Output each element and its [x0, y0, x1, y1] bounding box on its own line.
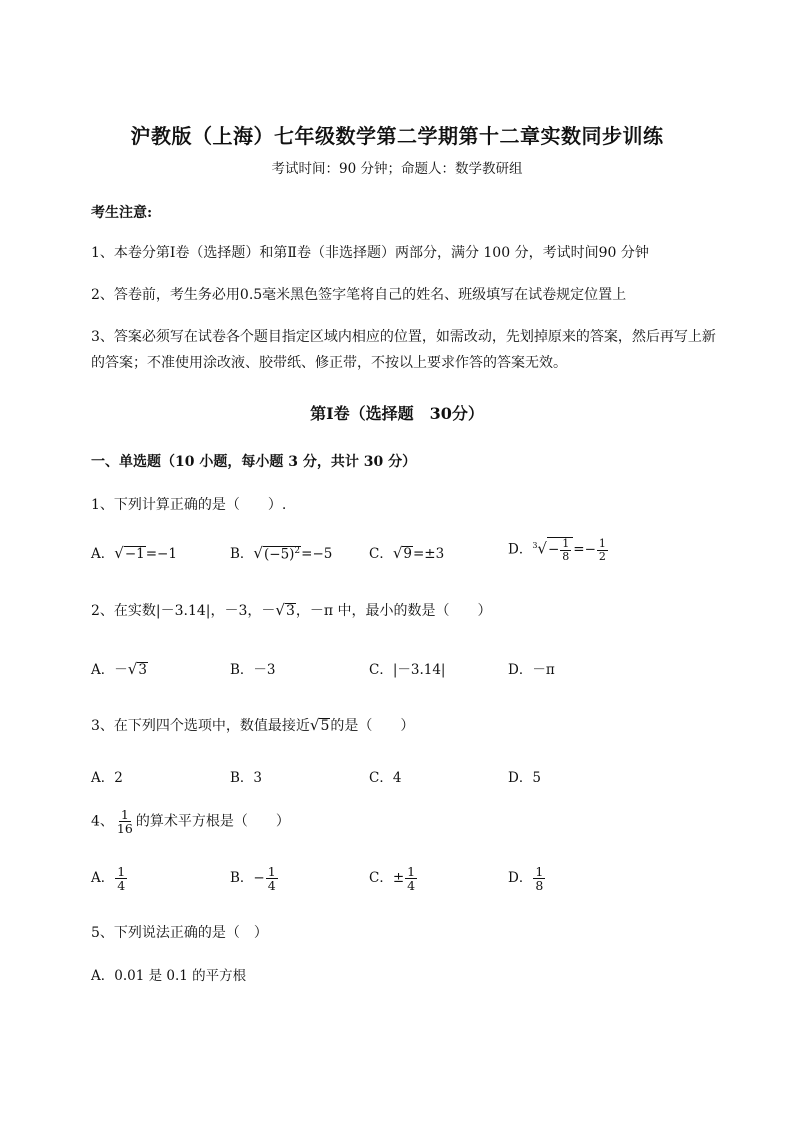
q1-d-result-fraction [597, 538, 608, 562]
q1-c-rest: =±3 [413, 546, 445, 562]
q4-a-fraction [115, 865, 127, 892]
q1-d-result-numerator: 1 [598, 537, 606, 550]
q4-b-fraction [266, 865, 278, 892]
q1-b-base: (−5) [263, 546, 295, 562]
q2-option-b: B．－3 [230, 662, 276, 678]
q4-option-d [508, 865, 546, 892]
q1-b-radicand [263, 546, 301, 562]
q4-c-label: C．± [369, 870, 405, 887]
q4-b-denominator: 4 [267, 878, 276, 894]
q4-a-denominator: 4 [117, 878, 126, 894]
q2-stem-a: 2、在实数|－3.14|，－3，－ [91, 603, 276, 619]
q1-b-label: B． [230, 546, 254, 562]
q4-d-label: D． [508, 870, 533, 887]
q2-option-a [91, 658, 148, 678]
q3-option-d: D．5 [508, 770, 541, 786]
q2-stem-b: ，－π 中，最小的数是（ ） [295, 603, 492, 619]
q1-option-d [508, 537, 609, 562]
notice-item-2: 2、答卷前，考生务必用0.5毫米黑色签字笔将自己的姓名、班级填写在试卷规定位置上 [91, 287, 627, 303]
q1-d-numerator: 1 [562, 537, 570, 550]
q1-d-result-denominator: 2 [598, 549, 606, 563]
sqrt-icon: √ [309, 716, 320, 734]
q1-b-rest: =−5 [301, 546, 333, 562]
sqrt-icon: √ [392, 544, 403, 562]
q3-option-b: B．3 [230, 770, 263, 786]
q4-d-fraction [533, 865, 545, 892]
q1-a-rest: =−1 [145, 546, 177, 562]
q1-stem: 1、下列计算正确的是（ ）. [91, 497, 287, 513]
q4-a-numerator: 1 [117, 864, 126, 879]
q1-d-fraction [560, 538, 571, 562]
document-title: 沪教版（上海）七年级数学第二学期第十二章实数同步训练 [130, 124, 664, 148]
q3-stem-a: 3、在下列四个选项中，数值最接近 [91, 718, 310, 734]
q2-a-radicand: 3 [138, 662, 147, 678]
q4-d-denominator: 8 [535, 878, 544, 894]
q4-stem-b: 的算术平方根是（ ） [135, 813, 290, 830]
q1-option-a [91, 542, 177, 562]
q1-c-radicand: 9 [403, 546, 412, 562]
q2-option-c: C．|－3.14| [369, 662, 446, 678]
q1-d-neg: − [547, 541, 560, 558]
q5-stem: 5、下列说法正确的是（ ） [91, 925, 268, 941]
q4-c-denominator: 4 [407, 878, 416, 894]
q4-option-b [230, 865, 279, 892]
q1-d-root-index: 3 [532, 541, 538, 551]
q2-stem [91, 600, 492, 620]
q3-stem-radicand: 5 [320, 718, 330, 734]
q2-option-d: D．－π [508, 662, 555, 678]
q4-stem-denominator: 16 [116, 821, 133, 837]
q1-a-label: A． [91, 546, 115, 562]
q1-option-b [230, 542, 332, 562]
q5-option-a: A．0.01 是 0.1 的平方根 [91, 968, 247, 984]
q1-d-equals: =− [573, 541, 596, 558]
q3-stem [91, 715, 414, 735]
q4-stem-fraction [115, 808, 135, 835]
q4-option-c [369, 865, 418, 892]
document-subtitle: 考试时间：90 分钟；命题人：数学教研组 [271, 161, 523, 177]
q1-c-label: C． [369, 546, 393, 562]
q1-d-radicand [547, 537, 573, 562]
sqrt-icon: √ [114, 544, 124, 562]
notice-item-3: 3、答案必须写在试卷各个题目指定区域内相应的位置，如需改动，先划掉原来的答案，然后再写上新 [91, 329, 716, 345]
q4-b-label: B．− [230, 870, 265, 887]
q3-option-a: A．2 [91, 770, 123, 786]
q1-option-c [369, 542, 444, 562]
q3-option-c: C．4 [369, 770, 402, 786]
sqrt-icon: √ [127, 660, 138, 678]
q4-option-a [91, 865, 128, 892]
q4-c-numerator: 1 [407, 864, 416, 879]
q4-d-numerator: 1 [535, 864, 544, 879]
q4-b-numerator: 1 [267, 864, 276, 879]
notice-heading: 考生注意: [91, 205, 153, 221]
q3-stem-b: 的是（ ） [330, 718, 415, 734]
notice-item-3-cont: 的答案；不准使用涂改液、胶带纸、修正带，不按以上要求作答的答案无效。 [91, 355, 567, 371]
q4-a-label: A． [91, 870, 115, 887]
q2-a-label: A．－ [91, 662, 128, 678]
q2-stem-radicand: 3 [285, 603, 295, 619]
q4-stem-prefix: 4、 [91, 813, 114, 830]
cube-root-icon: √ [537, 539, 547, 558]
q1-d-label: D． [508, 541, 533, 558]
q1-b-exponent: 2 [294, 545, 301, 556]
part1-title: 第Ⅰ卷（选择题 30分） [310, 404, 484, 423]
q4-stem-numerator: 1 [120, 807, 129, 822]
q1-a-radicand: −1 [124, 546, 145, 562]
notice-item-1: 1、本卷分第Ⅰ卷（选择题）和第Ⅱ卷（非选择题）两部分，满分 100 分，考试时间90 分钟 [91, 245, 649, 261]
section-heading: 一、单选题（10 小题，每小题 3 分，共计 30 分） [91, 454, 417, 470]
sqrt-icon: √ [275, 601, 285, 619]
sqrt-icon: √ [253, 544, 263, 562]
q1-d-denominator: 8 [562, 549, 570, 563]
q4-stem [91, 808, 290, 835]
q4-c-fraction [405, 865, 417, 892]
